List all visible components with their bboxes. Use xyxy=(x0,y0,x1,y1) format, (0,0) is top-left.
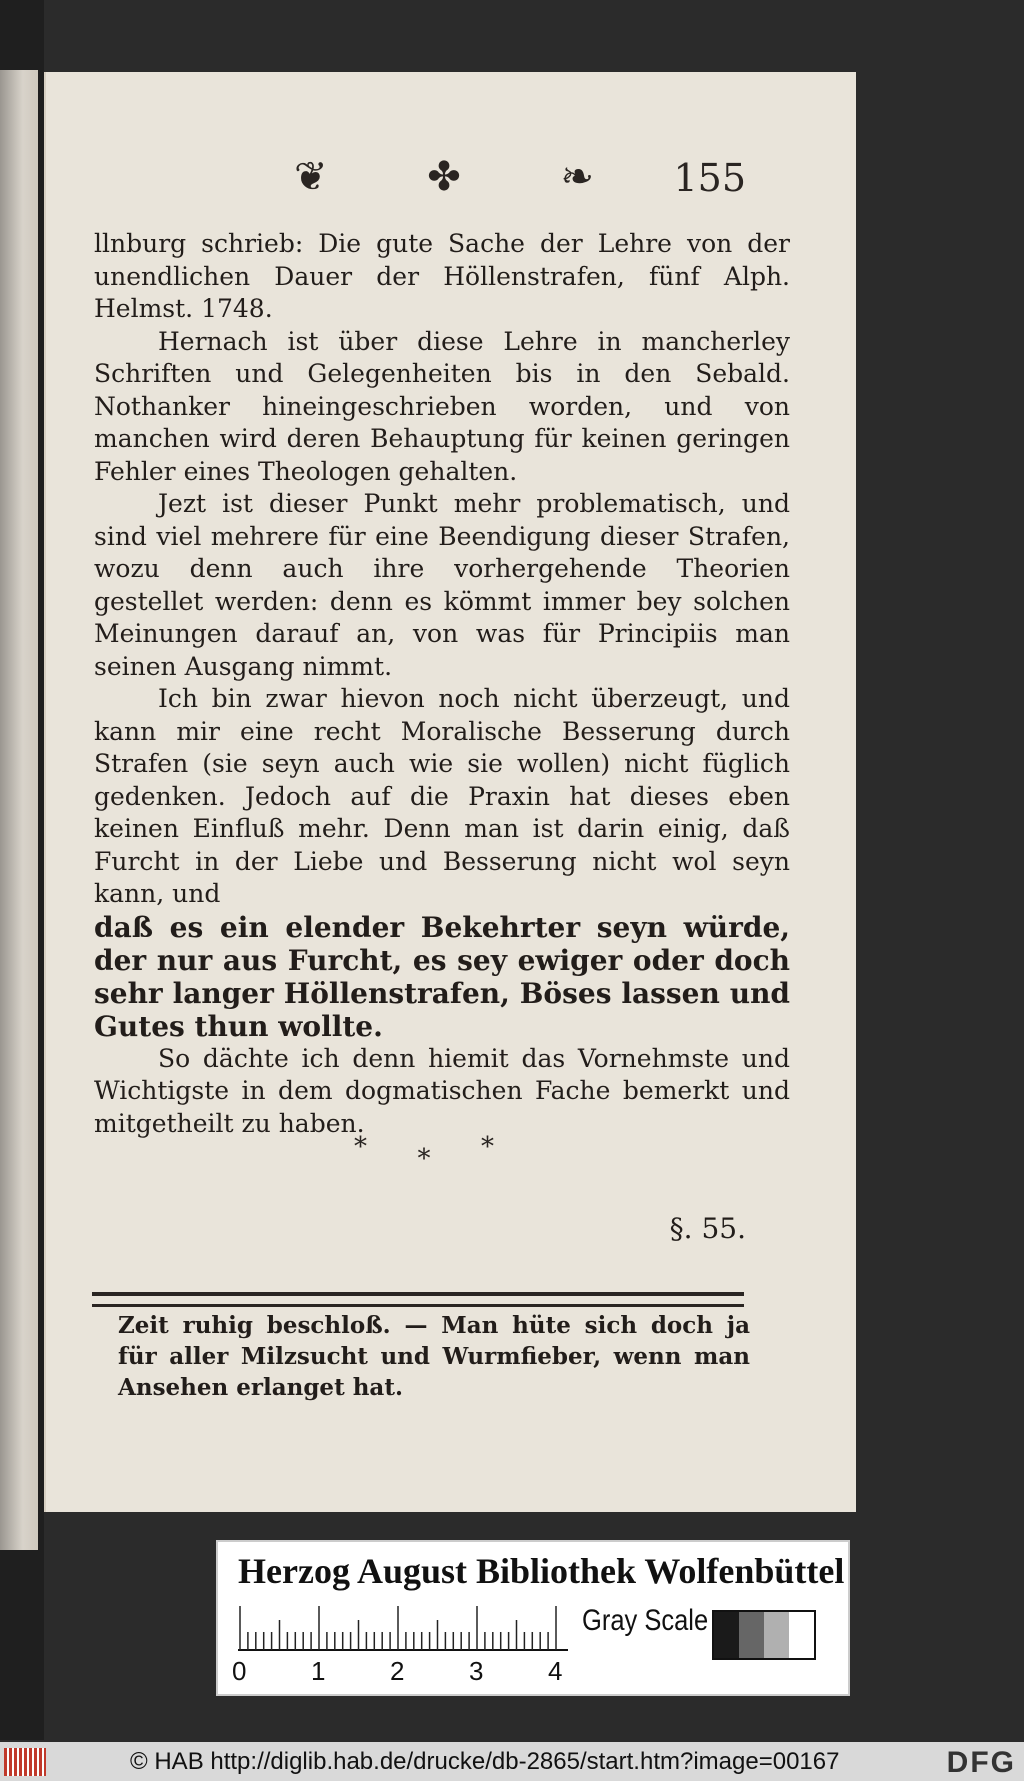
adjacent-page-edge xyxy=(0,70,38,1550)
color-reference-card xyxy=(216,1540,850,1696)
gray-scale-swatches xyxy=(712,1610,816,1660)
star-2: * xyxy=(417,1144,431,1174)
barcode-icon xyxy=(4,1748,46,1776)
dfg-logo: DFG xyxy=(946,1746,1016,1779)
ruler-label-3: 3 xyxy=(469,1656,484,1686)
ruler-label-2: 2 xyxy=(390,1656,405,1686)
footnote-text: Zeit ruhig beschloß. — Man hüte sich doch ja für aller Milzsucht und Wurmfieber, wenn man Ansehen erlanget hat. xyxy=(118,1312,750,1401)
ruler-label-1: 1 xyxy=(311,1656,326,1686)
ornament-center-icon: ✤ xyxy=(427,154,461,200)
gray-swatch-2 xyxy=(739,1612,764,1658)
footer-bar xyxy=(0,1742,1024,1781)
paragraph-4: Ich bin zwar hievon noch nicht überzeugt, und kann mir eine recht Moralische Besserung durch Strafen (sie seyn auch wie sie wollen) nicht füglich gedenken. Jedoch auf die Praxin hat dieses eben keinen Einfluß mehr. Denn man ist darin einig, daß Furcht in der Liebe und Besserung nicht wol seyn kann, und xyxy=(94,684,790,908)
ornament-left-icon: ❦ xyxy=(294,154,328,200)
catchword: §. 55. xyxy=(669,1212,746,1245)
page-number: 155 xyxy=(673,156,746,200)
body-text xyxy=(94,228,790,1140)
ruler-label-4: 4 xyxy=(548,1656,563,1686)
gray-swatch-1 xyxy=(714,1612,739,1658)
star-3: * xyxy=(481,1132,494,1162)
footnote-rule xyxy=(92,1292,744,1307)
ruler-labels xyxy=(232,1656,572,1690)
paragraph-4-emphasis: daß es ein elender Bekehrter seyn würde, der nur aus Furcht, es sey ewiger oder doch sehr langer Höllenstrafen, Böses lassen und Gutes thun wollte. xyxy=(94,910,790,1043)
paragraph-3: Jezt ist dieser Punkt mehr problematisch, und sind viel mehrere für eine Beendigung dieser Strafen, wozu denn auch ihre vorhergehende Theorien gestellet werden: denn es kömmt immer bey solchen Meinungen darauf an, von was für Principiis man seinen Ausgang nimmt. xyxy=(94,489,790,681)
section-stars xyxy=(354,1132,494,1174)
ruler-label-0: 0 xyxy=(232,1656,247,1686)
footnote xyxy=(118,1310,750,1403)
paragraph-5: So dächte ich denn hiemit das Vornehmste und Wichtigste in dem dogmatischen Fache bemerkt und mitgetheilt zu haben. xyxy=(94,1043,790,1138)
paragraph-1: llnburg schrieb: Die gute Sache der Lehre von der unendlichen Dauer der Höllenstrafen, fünf Alph. Helmst. 1748. xyxy=(94,229,790,323)
star-1: * xyxy=(354,1132,367,1162)
gray-swatch-4 xyxy=(789,1612,814,1658)
copyright-url[interactable]: © HAB http://diglib.hab.de/drucke/db-2865/start.htm?image=00167 xyxy=(130,1748,840,1775)
book-page xyxy=(44,72,856,1512)
header-ornament xyxy=(294,152,594,202)
paragraph-2: Hernach ist über diese Lehre in mancherley Schriften und Gelegenheiten bis in den Sebald. Nothanker hineingeschrieben worden, und von manchen wird deren Behauptung für keinen geringen Fehler eines Theologen gehalten. xyxy=(94,326,790,486)
gray-swatch-3 xyxy=(764,1612,789,1658)
library-name: Herzog August Bibliothek Wolfenbüttel xyxy=(238,1551,845,1591)
measurement-ruler xyxy=(238,1606,568,1652)
ornament-right-icon: ❧ xyxy=(560,154,594,200)
gray-scale-label: Gray Scale xyxy=(582,1604,709,1637)
